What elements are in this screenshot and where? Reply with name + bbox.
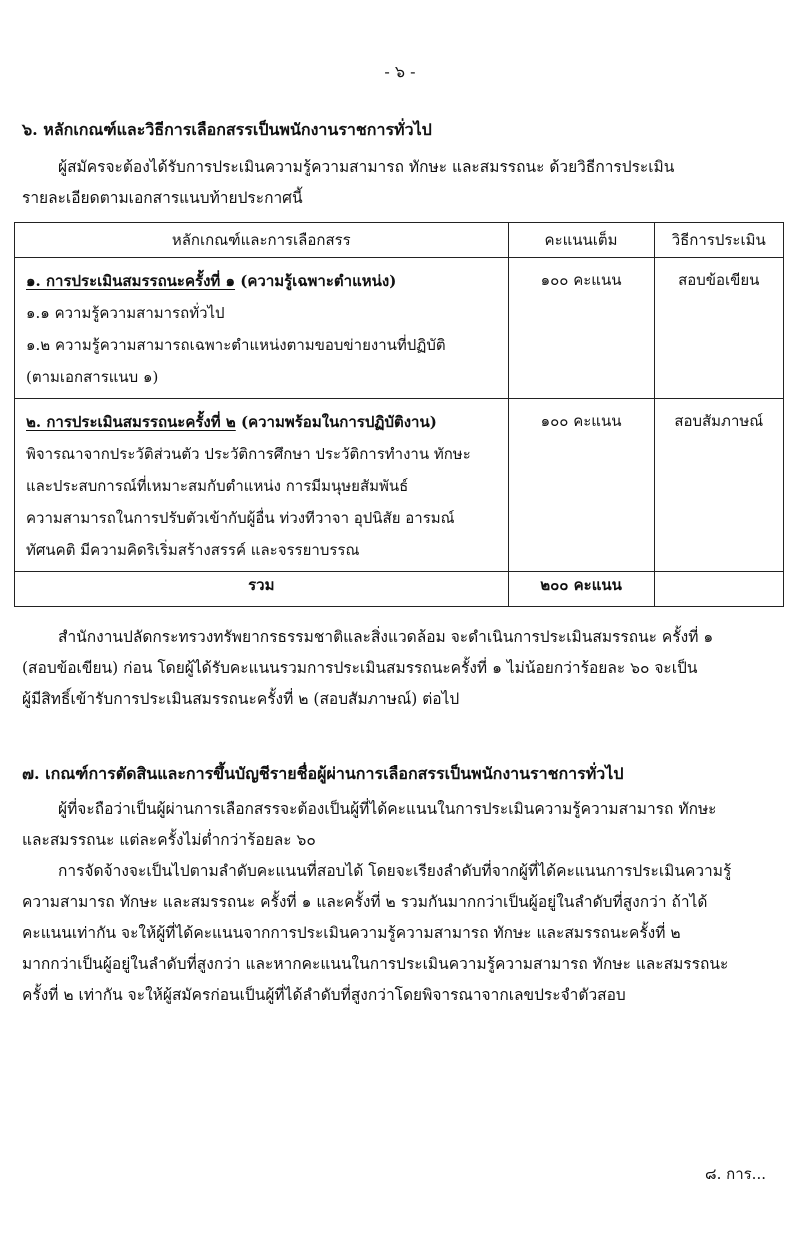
table-header-row [15, 223, 784, 258]
section-6-intro-line-2: รายละเอียดตามเอกสารแนบท้ายประกาศนี้ [22, 189, 303, 207]
stage-2-score: ๑๐๐ คะแนน [508, 399, 654, 572]
stage-2-line: และประสบการณ์ที่เหมาะสมกับตำแหน่ง การมีมนุษยสัมพันธ์ [26, 477, 409, 495]
table-total-row [15, 572, 784, 607]
stage-2-line: พิจารณาจากประวัติส่วนตัว ประวัติการศึกษา ประวัติการทำงาน ทักษะ [26, 445, 471, 463]
after-table-line: (สอบข้อเขียน) ก่อน โดยผู้ได้รับคะแนนรวมการประเมินสมรรถนะครั้งที่ ๑ ไม่น้อยกว่าร้อยละ ๖๐ จะเป็น [22, 659, 698, 677]
stage-1-line: ๑.๑ ความรู้ความสามารถทั่วไป [26, 304, 225, 322]
stage-1-title-suffix: (ความรู้เฉพาะตำแหน่ง) [240, 272, 397, 290]
stage-1-method: สอบข้อเขียน [654, 258, 784, 399]
section-7-heading: ๗. เกณฑ์การตัดสินและการขึ้นบัญชีรายชื่อผู้ผ่านการเลือกสรรเป็นพนักงานราชการทั่วไป [22, 764, 624, 783]
stage-2-title-suffix: (ความพร้อมในการปฏิบัติงาน) [241, 413, 437, 431]
after-table-paragraph [22, 622, 782, 715]
section-6-intro [22, 152, 782, 214]
header-criteria: หลักเกณฑ์และการเลือกสรร [15, 223, 509, 258]
section-6-heading: ๖. หลักเกณฑ์และวิธีการเลือกสรรเป็นพนักงานราชการทั่วไป [22, 120, 432, 139]
section-7-line: มากกว่าเป็นผู้อยู่ในลำดับที่สูงกว่า และหากคะแนนในการประเมินความรู้ความสามารถ ทักษะ และสมรรถนะ [22, 955, 729, 973]
page-number: - ๖ - [384, 62, 416, 81]
total-score: ๒๐๐ คะแนน [508, 572, 654, 607]
total-label: รวม [15, 572, 509, 607]
after-table-line: ผู้มีสิทธิ์เข้ารับการประเมินสมรรถนะครั้งที่ ๒ (สอบสัมภาษณ์) ต่อไป [22, 690, 460, 708]
criteria-cell [15, 258, 509, 399]
section-7-line: ผู้ที่จะถือว่าเป็นผู้ผ่านการเลือกสรรจะต้องเป็นผู้ที่ได้คะแนนในการประเมินความรู้ความสามารถ ทักษะ [58, 800, 717, 818]
stage-2-title-main: ๒. การประเมินสมรรถนะครั้งที่ ๒ [26, 413, 236, 431]
total-method-empty [654, 572, 784, 607]
stage-2-title [26, 406, 497, 438]
stage-1-title-main: ๑. การประเมินสมรรถนะครั้งที่ ๑ [26, 272, 236, 290]
section-7-line: คะแนนเท่ากัน จะให้ผู้ที่ได้คะแนนจากการประเมินความรู้ความสามารถ ทักษะ และสมรรถนะครั้งที่ ๒ [22, 924, 681, 942]
stage-2-line: ความสามารถในการปรับตัวเข้ากับผู้อื่น ท่วงทีวาจา อุปนิสัย อารมณ์ [26, 509, 455, 527]
header-full-score: คะแนนเต็ม [508, 223, 654, 258]
table-row [15, 399, 784, 572]
table-row [15, 258, 784, 399]
section-7-line: และสมรรถนะ แต่ละครั้งไม่ต่ำกว่าร้อยละ ๖๐ [22, 831, 316, 849]
section-7-body [22, 794, 782, 1011]
criteria-table [14, 222, 784, 607]
next-page-reference: ๘. การ... [705, 1165, 766, 1183]
section-7-line: ความสามารถ ทักษะ และสมรรถนะ ครั้งที่ ๑ และครั้งที่ ๒ รวมกันมากกว่าเป็นผู้อยู่ในลำดับที่สูงกว่า ถ้าได้ [22, 893, 708, 911]
stage-2-line: ทัศนคติ มีความคิดริเริ่มสร้างสรรค์ และจรรยาบรรณ [26, 541, 360, 559]
stage-2-method: สอบสัมภาษณ์ [654, 399, 784, 572]
section-7-line: ครั้งที่ ๒ เท่ากัน จะให้ผู้สมัครก่อนเป็นผู้ที่ได้ลำดับที่สูงกว่าโดยพิจารณาจากเลขประจำตัวสอบ [22, 986, 626, 1004]
header-method: วิธีการประเมิน [654, 223, 784, 258]
stage-1-score: ๑๐๐ คะแนน [508, 258, 654, 399]
after-table-line: สำนักงานปลัดกระทรวงทรัพยากรธรรมชาติและสิ่งแวดล้อม จะดำเนินการประเมินสมรรถนะ ครั้งที่ ๑ [58, 628, 714, 646]
section-7-line: การจัดจ้างจะเป็นไปตามลำดับคะแนนที่สอบได้ โดยจะเรียงลำดับที่จากผู้ที่ได้คะแนนการประเมินความรู้ [58, 862, 732, 880]
stage-1-title [26, 265, 497, 297]
criteria-cell [15, 399, 509, 572]
stage-1-line: (ตามเอกสารแนบ ๑) [26, 368, 159, 386]
section-6-intro-line-1: ผู้สมัครจะต้องได้รับการประเมินความรู้ความสามารถ ทักษะ และสมรรถนะ ด้วยวิธีการประเมิน [58, 158, 675, 176]
stage-1-line: ๑.๒ ความรู้ความสามารถเฉพาะตำแหน่งตามขอบข่ายงานที่ปฏิบัติ [26, 336, 446, 354]
